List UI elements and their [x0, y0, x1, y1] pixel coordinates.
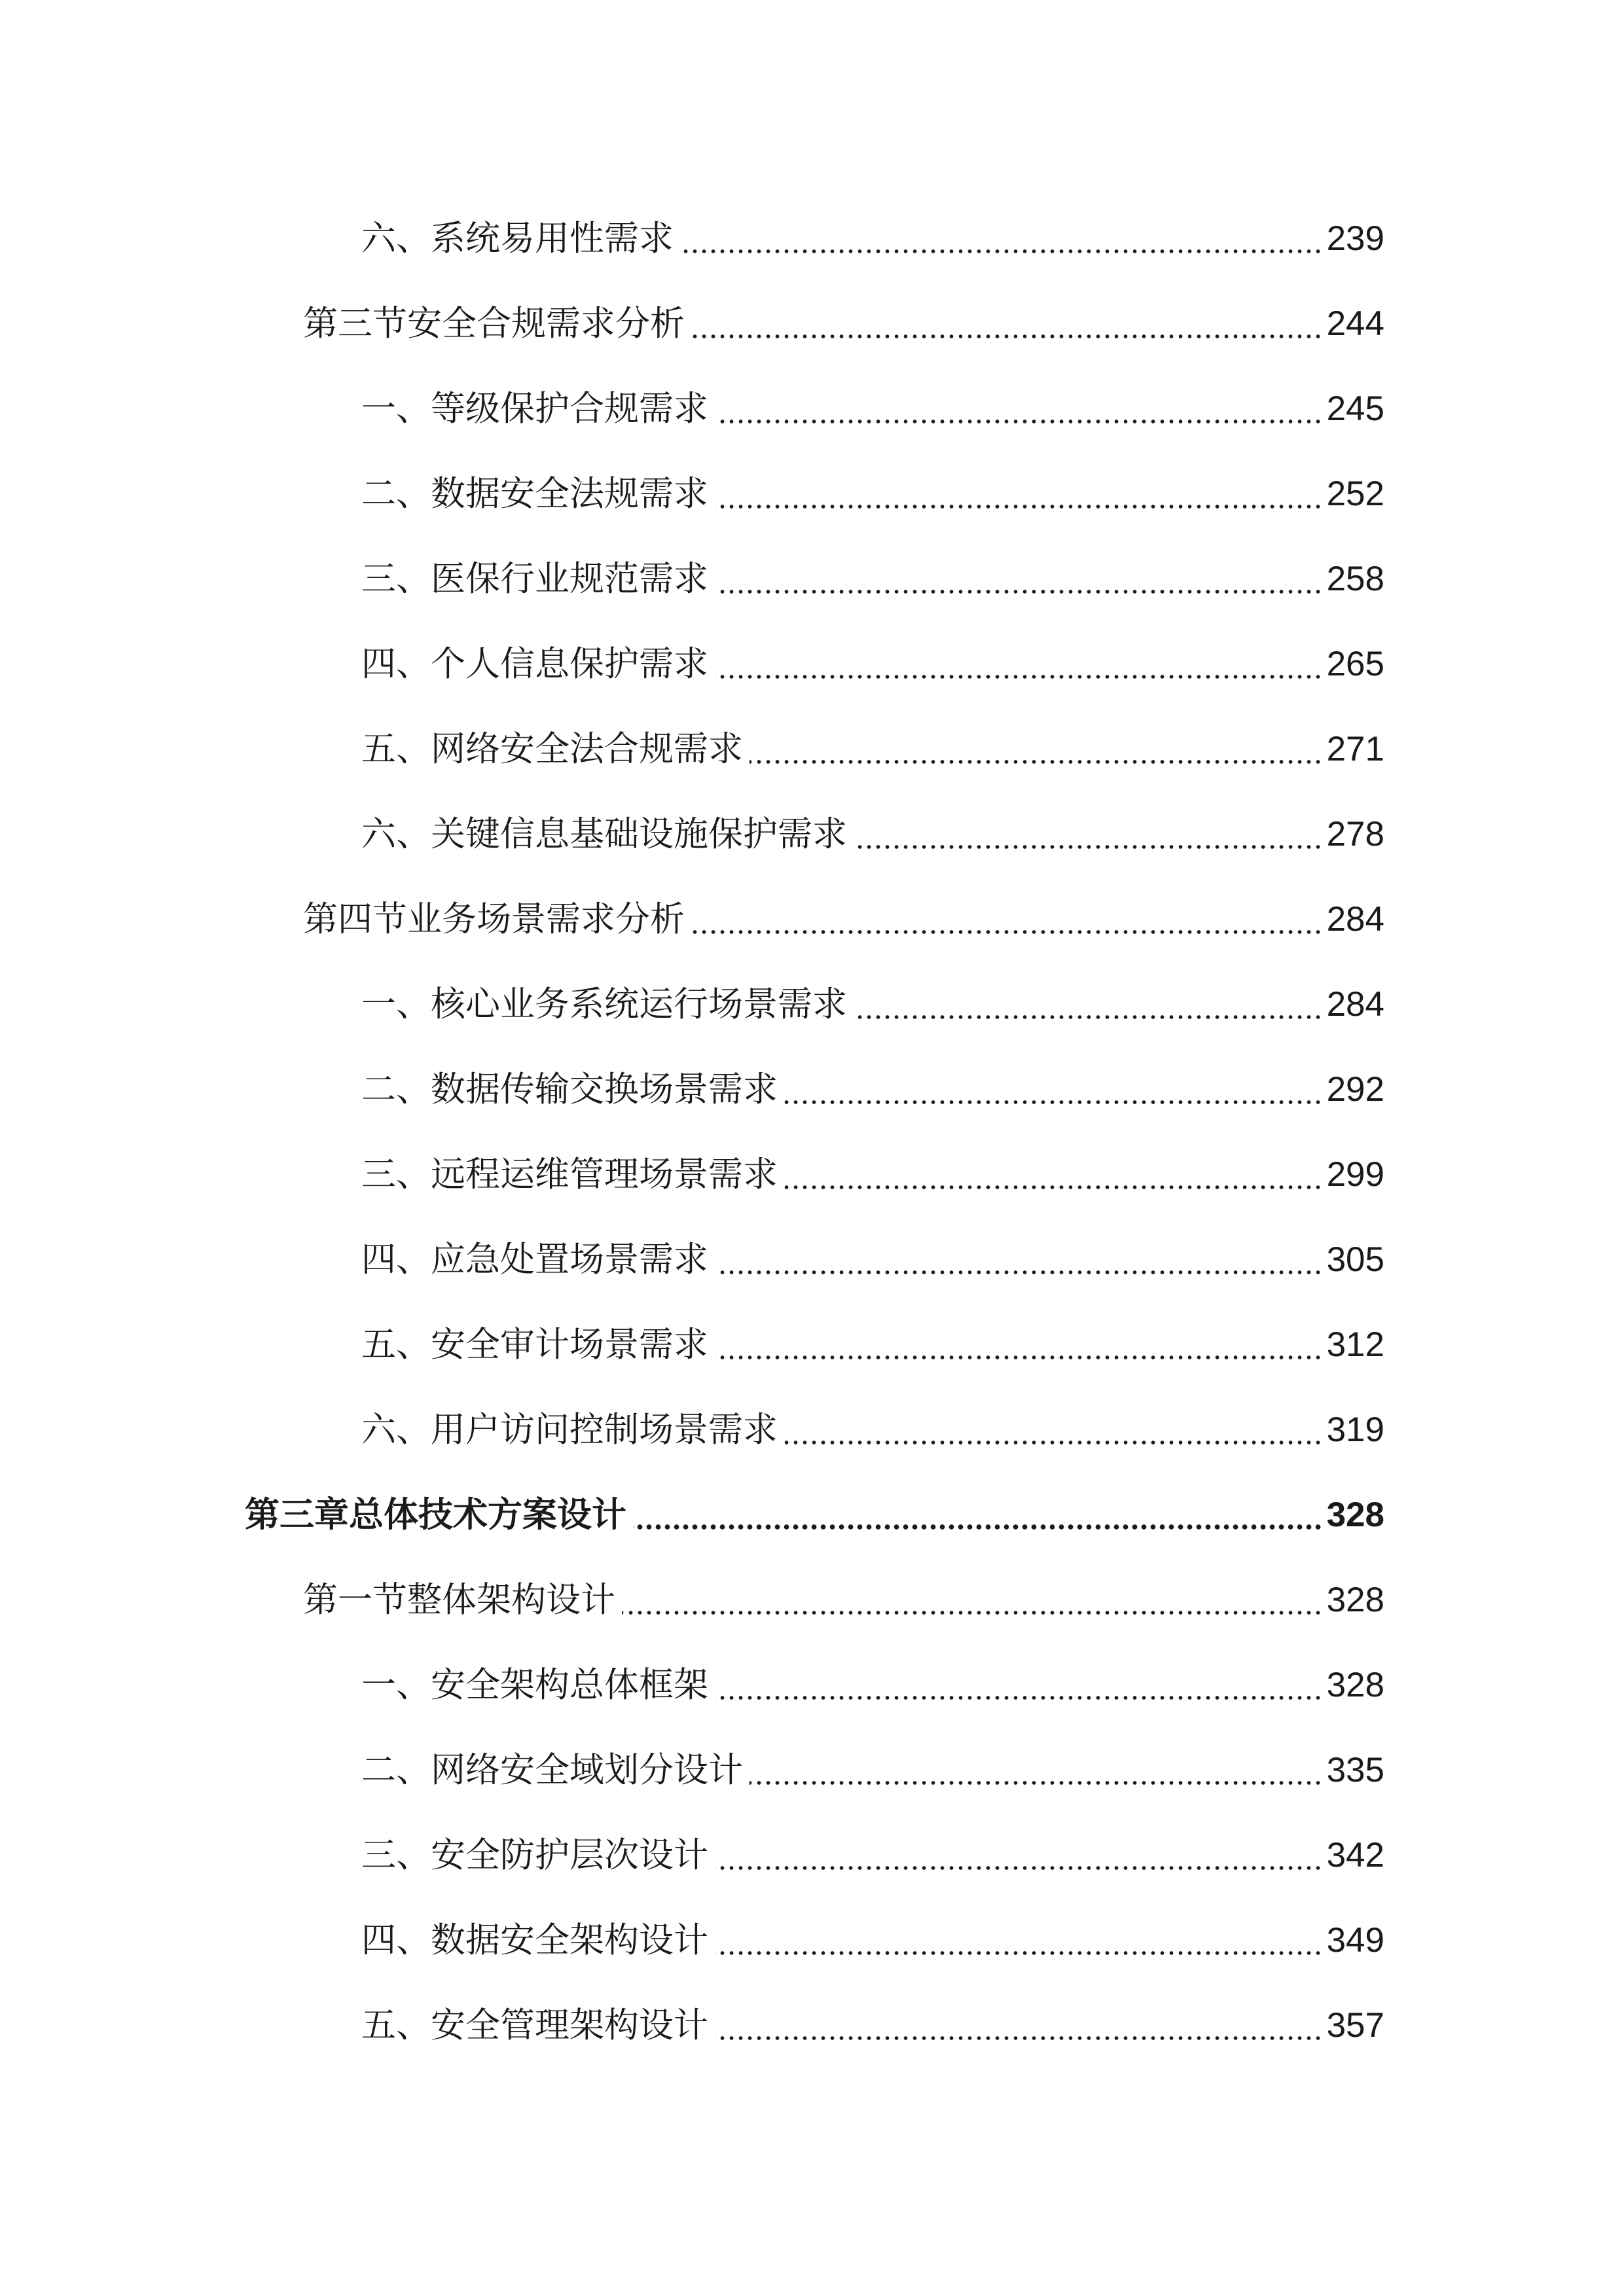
toc-dot-leader — [691, 930, 1323, 934]
toc-entry-title: 六、关键信息基础设施保护需求 — [361, 814, 847, 854]
toc-dot-leader — [715, 675, 1323, 679]
toc-entry[interactable] — [361, 1149, 1384, 1201]
toc-page-number: 258 — [1326, 560, 1384, 598]
toc-dot-leader — [784, 1185, 1323, 1189]
toc-entry[interactable] — [361, 468, 1384, 520]
toc-page-number: 319 — [1326, 1410, 1384, 1449]
toc-entry[interactable] — [361, 553, 1384, 605]
toc-entry-title: 五、安全管理架构设计 — [361, 2005, 708, 2045]
toc-dot-leader — [715, 420, 1323, 423]
toc-dot-leader — [680, 249, 1323, 253]
toc-entry[interactable] — [361, 213, 1384, 265]
toc-page-number: 335 — [1326, 1751, 1384, 1789]
toc-dot-leader — [784, 1100, 1323, 1104]
toc-entry-title: 五、安全审计场景需求 — [361, 1325, 708, 1365]
toc-entry[interactable] — [361, 723, 1384, 776]
toc-dot-leader — [715, 1270, 1323, 1274]
toc-page-number: 284 — [1326, 985, 1384, 1024]
toc-entry-title: 一、等级保护合规需求 — [361, 389, 708, 429]
toc-entry-title: 四、个人信息保护需求 — [361, 644, 708, 684]
toc-dot-leader — [749, 760, 1323, 764]
toc-page-number: 245 — [1326, 389, 1384, 428]
toc-entry-title: 五、网络安全法合规需求 — [361, 729, 743, 769]
toc-page-number: 244 — [1326, 304, 1384, 343]
toc-entry-chapter[interactable] — [245, 1489, 1384, 1541]
toc-entry[interactable] — [361, 978, 1384, 1031]
toc-dot-leader — [715, 590, 1323, 594]
toc-page-number: 299 — [1326, 1155, 1384, 1194]
toc-entry[interactable] — [361, 1829, 1384, 1882]
toc-page-number: 252 — [1326, 475, 1384, 513]
toc-entry[interactable] — [303, 1574, 1384, 1626]
toc-entry-title: 第一节整体架构设计 — [303, 1580, 615, 1620]
toc-dot-leader — [633, 1524, 1323, 1530]
toc-entry-title: 二、数据安全法规需求 — [361, 474, 708, 514]
toc-dot-leader — [749, 1781, 1323, 1785]
toc-entry[interactable] — [361, 638, 1384, 691]
toc-entry-title: 二、数据传输交换场景需求 — [361, 1069, 778, 1109]
toc-page-number: 349 — [1326, 1921, 1384, 1960]
toc-entry-title: 四、应急处置场景需求 — [361, 1240, 708, 1280]
toc-entry[interactable] — [361, 1234, 1384, 1286]
toc-dot-leader — [784, 1441, 1323, 1444]
toc-entry-title: 三、安全防护层次设计 — [361, 1835, 708, 1875]
toc-entry[interactable] — [361, 1319, 1384, 1371]
toc-dot-leader — [715, 1355, 1323, 1359]
toc-page-number: 239 — [1326, 219, 1384, 258]
toc-entry-title: 第四节业务场景需求分析 — [303, 899, 685, 939]
toc-entry[interactable] — [361, 1914, 1384, 1967]
toc-entry-title: 第三节安全合规需求分析 — [303, 304, 685, 344]
toc-page-number: 328 — [1326, 1496, 1384, 1534]
toc-page-number: 265 — [1326, 645, 1384, 683]
toc-entry-title: 六、系统易用性需求 — [361, 219, 674, 259]
toc-entry-title: 一、核心业务系统运行场景需求 — [361, 984, 847, 1024]
toc-dot-leader — [715, 2036, 1323, 2040]
toc-entry[interactable] — [361, 383, 1384, 435]
toc-page-number: 305 — [1326, 1240, 1384, 1279]
toc-page-number: 342 — [1326, 1836, 1384, 1874]
toc-entry-title: 三、医保行业规范需求 — [361, 559, 708, 599]
toc-entry-title: 三、远程运维管理场景需求 — [361, 1155, 778, 1194]
toc-entry[interactable] — [361, 808, 1384, 861]
toc-dot-leader — [715, 1951, 1323, 1955]
toc-dot-leader — [715, 505, 1323, 509]
toc-entry[interactable] — [303, 893, 1384, 946]
toc-entry[interactable] — [361, 1659, 1384, 1712]
toc-page-number: 271 — [1326, 730, 1384, 768]
toc-entry[interactable] — [303, 298, 1384, 350]
toc-entry[interactable] — [361, 1064, 1384, 1116]
toc-entry-title: 六、用户访问控制场景需求 — [361, 1410, 778, 1450]
toc-entry[interactable] — [361, 2000, 1384, 2052]
toc-page-number: 357 — [1326, 2006, 1384, 2045]
toc-dot-leader — [715, 1866, 1323, 1870]
toc-entry[interactable] — [361, 1404, 1384, 1456]
toc-entry[interactable] — [361, 1744, 1384, 1797]
toc-dot-leader — [854, 845, 1323, 849]
toc-entry-title: 四、数据安全架构设计 — [361, 1920, 708, 1960]
toc-dot-leader — [715, 1696, 1323, 1700]
toc-page-number: 284 — [1326, 900, 1384, 939]
toc-page-number: 292 — [1326, 1070, 1384, 1109]
toc-dot-leader — [854, 1015, 1323, 1019]
toc-page-number: 328 — [1326, 1581, 1384, 1619]
toc-dot-leader — [691, 334, 1323, 338]
toc-dot-leader — [622, 1611, 1323, 1615]
toc-page-number: 278 — [1326, 815, 1384, 853]
toc-page-number: 328 — [1326, 1666, 1384, 1704]
toc-entry-title: 二、网络安全域划分设计 — [361, 1750, 743, 1790]
toc-entry-title: 第三章总体技术方案设计 — [245, 1495, 626, 1535]
toc-page-number: 312 — [1326, 1325, 1384, 1364]
toc-entry-title: 一、安全架构总体框架 — [361, 1665, 708, 1705]
